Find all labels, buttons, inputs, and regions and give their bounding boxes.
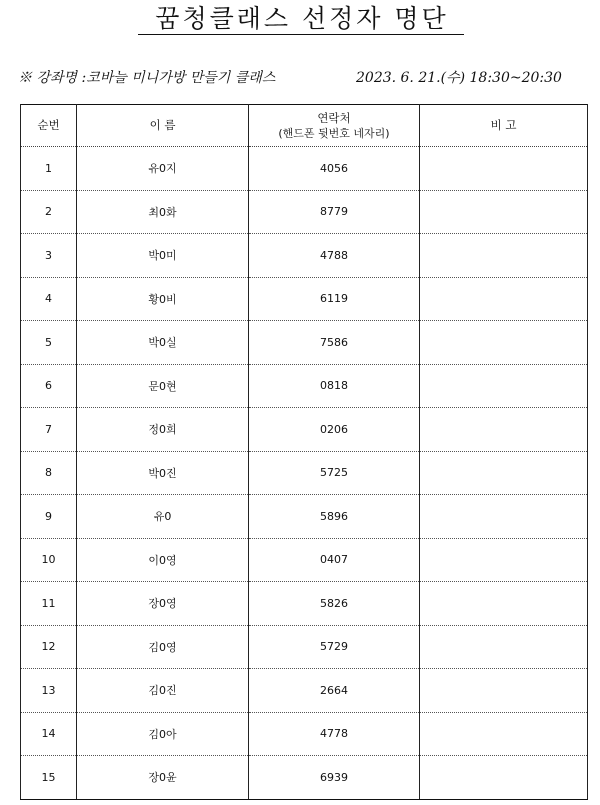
cell-name: 정0희: [77, 408, 249, 452]
cell-note: [420, 712, 588, 756]
table-body: [21, 147, 588, 800]
cell-name: 김0진: [77, 669, 249, 713]
header-order: 순번: [21, 105, 77, 147]
cell-note: [420, 277, 588, 321]
table-row: [21, 712, 588, 756]
table-row: [21, 190, 588, 234]
table-row: [21, 408, 588, 452]
table-row: [21, 451, 588, 495]
course-info-line: [18, 66, 588, 90]
table-row: [21, 147, 588, 191]
cell-note: [420, 756, 588, 800]
cell-name: 박0실: [77, 321, 249, 365]
cell-order: 10: [21, 538, 77, 582]
cell-contact: 0818: [249, 364, 420, 408]
table-row: [21, 669, 588, 713]
cell-contact: 0206: [249, 408, 420, 452]
table-row: [21, 277, 588, 321]
cell-contact: 2664: [249, 669, 420, 713]
table-row: [21, 625, 588, 669]
cell-note: [420, 669, 588, 713]
table-row: [21, 582, 588, 626]
cell-contact: 4056: [249, 147, 420, 191]
cell-contact: 4788: [249, 234, 420, 278]
cell-contact: 7586: [249, 321, 420, 365]
course-datetime: 2023. 6. 21.(수) 18:30~20:30: [356, 70, 562, 86]
cell-name: 최0화: [77, 190, 249, 234]
cell-contact: 6939: [249, 756, 420, 800]
cell-contact: 5725: [249, 451, 420, 495]
cell-name: 김0아: [77, 712, 249, 756]
cell-name: 이0영: [77, 538, 249, 582]
header-name: 이 름: [77, 105, 249, 147]
table-row: [21, 364, 588, 408]
cell-contact: 5826: [249, 582, 420, 626]
cell-name: 박0진: [77, 451, 249, 495]
table-row: [21, 321, 588, 365]
table-row: [21, 538, 588, 582]
cell-order: 5: [21, 321, 77, 365]
cell-note: [420, 147, 588, 191]
cell-order: 1: [21, 147, 77, 191]
header-note: 비 고: [420, 105, 588, 147]
cell-order: 9: [21, 495, 77, 539]
cell-order: 13: [21, 669, 77, 713]
cell-order: 11: [21, 582, 77, 626]
cell-contact: 6119: [249, 277, 420, 321]
cell-order: 3: [21, 234, 77, 278]
cell-order: 15: [21, 756, 77, 800]
cell-name: 장0윤: [77, 756, 249, 800]
cell-note: [420, 364, 588, 408]
header-contact-label: 연락처: [317, 110, 351, 125]
cell-name: 김0영: [77, 625, 249, 669]
cell-order: 14: [21, 712, 77, 756]
cell-order: 8: [21, 451, 77, 495]
cell-note: [420, 190, 588, 234]
cell-order: 12: [21, 625, 77, 669]
course-name: ※ 강좌명 :코바늘 미니가방 만들기 클래스: [18, 70, 276, 86]
cell-note: [420, 234, 588, 278]
cell-note: [420, 495, 588, 539]
selected-participants-table: [20, 104, 588, 800]
table-row: [21, 756, 588, 800]
cell-name: 유0지: [77, 147, 249, 191]
cell-note: [420, 538, 588, 582]
cell-order: 4: [21, 277, 77, 321]
cell-name: 문0현: [77, 364, 249, 408]
cell-contact: 5729: [249, 625, 420, 669]
cell-order: 6: [21, 364, 77, 408]
cell-order: 7: [21, 408, 77, 452]
cell-contact: 8779: [249, 190, 420, 234]
header-contact: [249, 105, 420, 147]
cell-name: 황0비: [77, 277, 249, 321]
table-row: [21, 495, 588, 539]
cell-note: [420, 625, 588, 669]
cell-note: [420, 321, 588, 365]
cell-note: [420, 451, 588, 495]
table-header-row: [21, 105, 588, 147]
table-row: [21, 234, 588, 278]
cell-order: 2: [21, 190, 77, 234]
cell-note: [420, 408, 588, 452]
cell-contact: 0407: [249, 538, 420, 582]
cell-contact: 4778: [249, 712, 420, 756]
cell-contact: 5896: [249, 495, 420, 539]
cell-name: 유0: [77, 495, 249, 539]
cell-name: 장0영: [77, 582, 249, 626]
cell-name: 박0미: [77, 234, 249, 278]
cell-note: [420, 582, 588, 626]
header-contact-sublabel: (핸드폰 뒷번호 네자리): [278, 126, 390, 140]
page-title: 꿈청클래스 선정자 명단: [155, 4, 449, 33]
title-underline: [138, 34, 464, 35]
